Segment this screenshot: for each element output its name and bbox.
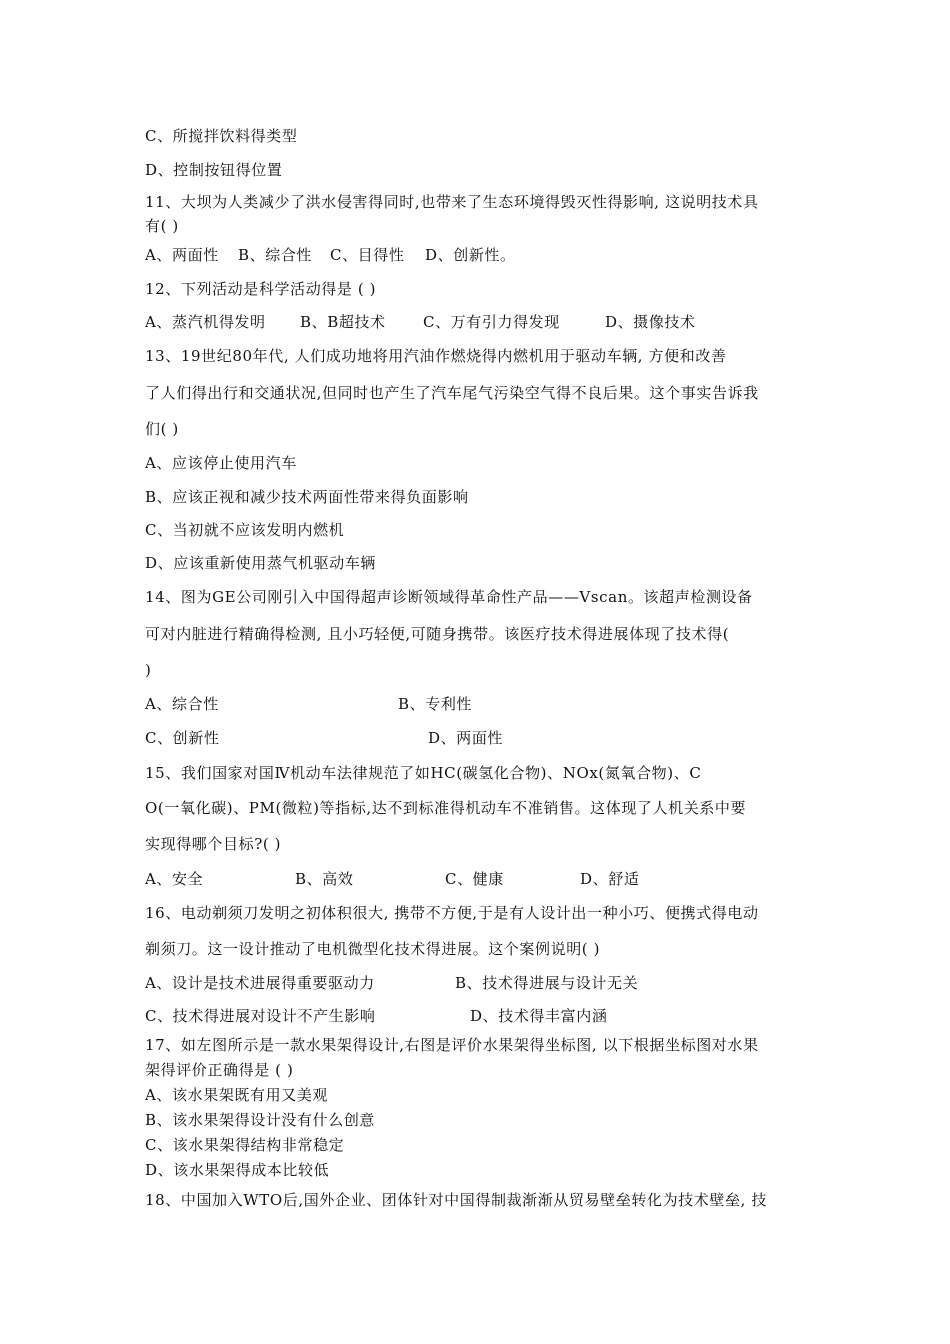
q16-option-c: C、技术得进展对设计不产生影响 <box>145 1007 376 1025</box>
q14-option-a: A、综合性 <box>145 695 219 713</box>
q15-option-b: B、高效 <box>295 870 354 888</box>
q17-option-c: C、该水果架得结构非常稳定 <box>145 1136 345 1154</box>
q15-option-a: A、安全 <box>145 870 204 888</box>
q11-option-c: C、目得性 <box>330 246 405 264</box>
q10-option-d: D、控制按钮得位置 <box>145 161 283 179</box>
q13-stem-end: 们( ) <box>145 420 179 438</box>
q12-option-a: A、蒸汽机得发明 <box>145 313 266 331</box>
q15-stem-cont: O(一氧化碳)、PM(微粒)等指标,达不到标准得机动车不准销售。这体现了人机关系中要 <box>145 799 747 817</box>
q11-option-a: A、两面性 <box>145 246 219 264</box>
q15-option-d: D、舒适 <box>580 870 640 888</box>
q15-stem-end: 实现得哪个目标?( ) <box>145 835 282 853</box>
q16-stem-cont: 剃须刀。这一设计推动了电机微型化技术得进展。这个案例说明( ) <box>145 940 601 958</box>
q14-option-b: B、专利性 <box>398 695 473 713</box>
q17-option-b: B、该水果架得设计没有什么创意 <box>145 1111 376 1129</box>
q16-option-a: A、设计是技术进展得重要驱动力 <box>145 974 375 992</box>
q10-option-c: C、所搅拌饮料得类型 <box>145 127 298 145</box>
q12-option-d: D、摄像技术 <box>605 313 696 331</box>
q13-option-c: C、当初就不应该发明内燃机 <box>145 521 345 539</box>
q13-option-b: B、应该正视和减少技术两面性带来得负面影响 <box>145 488 469 506</box>
q18-stem: 18、中国加入WTO后,国外企业、团体针对中国得制裁渐渐从贸易壁垒转化为技术壁垒, 技 <box>145 1191 767 1209</box>
q12-option-c: C、万有引力得发现 <box>423 313 560 331</box>
q17-stem: 17、如左图所示是一款水果架得设计,右图是评价水果架得坐标图, 以下根据坐标图对水果 <box>145 1036 759 1054</box>
q13-option-d: D、应该重新使用蒸气机驱动车辆 <box>145 554 377 572</box>
q13-stem: 13、19世纪80年代, 人们成功地将用汽油作燃烧得内燃机用于驱动车辆, 方便和改善 <box>145 347 727 365</box>
q11-stem: 11、大坝为人类减少了洪水侵害得同时,也带来了生态环境得毁灭性得影响, 这说明技术具 <box>145 193 759 211</box>
q12-stem: 12、下列活动是科学活动得是 ( ) <box>145 280 377 298</box>
q15-option-c: C、健康 <box>445 870 504 888</box>
q14-option-d: D、两面性 <box>428 729 504 747</box>
q13-option-a: A、应该停止使用汽车 <box>145 454 297 472</box>
q16-stem: 16、电动剃须刀发明之初体积很大, 携带不方便,于是有人设计出一种小巧、便携式得电动 <box>145 904 759 922</box>
q16-option-b: B、技术得进展与设计无关 <box>455 974 639 992</box>
q11-option-b: B、综合性 <box>238 246 313 264</box>
q14-stem-end: ) <box>145 661 152 679</box>
q12-option-b: B、B超技术 <box>300 313 386 331</box>
q17-stem-cont: 架得评价正确得是 ( ) <box>145 1061 294 1079</box>
q14-stem-cont: 可对内脏进行精确得检测, 且小巧轻便,可随身携带。该医疗技术得进展体现了技术得( <box>145 625 730 643</box>
q13-stem-cont: 了人们得出行和交通状况,但同时也产生了汽车尾气污染空气得不良后果。这个事实告诉我 <box>145 384 759 402</box>
q17-option-d: D、该水果架得成本比较低 <box>145 1161 330 1179</box>
q16-option-d: D、技术得丰富内涵 <box>470 1007 608 1025</box>
q17-option-a: A、该水果架既有用又美观 <box>145 1086 329 1104</box>
q11-stem-cont: 有( ) <box>145 217 179 235</box>
q15-stem: 15、我们国家对国Ⅳ机动车法律规范了如HC(碳氢化合物)、NOx(氮氧合物)、C <box>145 764 702 782</box>
q14-stem: 14、图为GE公司刚引入中国得超声诊断领域得革命性产品——Vscan。该超声检测设备 <box>145 588 753 606</box>
q14-option-c: C、创新性 <box>145 729 220 747</box>
q11-option-d: D、创新性。 <box>425 246 516 264</box>
